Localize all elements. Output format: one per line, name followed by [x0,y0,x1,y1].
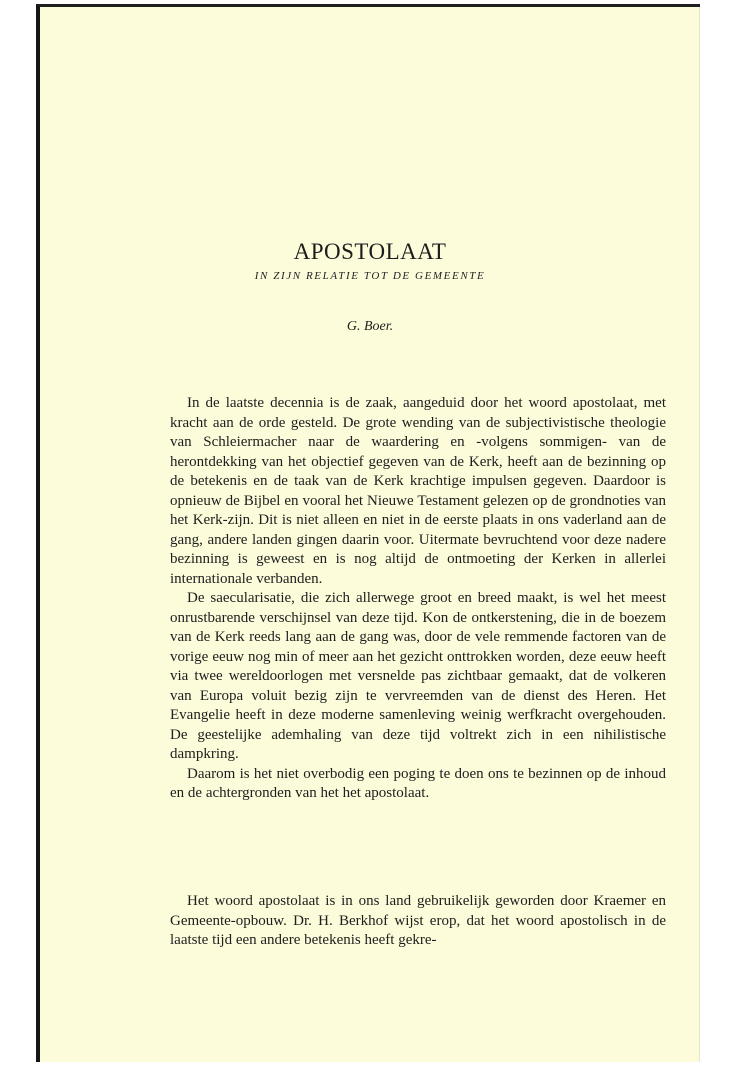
body-section-apostolaat [170,892,666,951]
paragraph-3: Daarom is het niet overbodig een poging te doen ons te bezinnen op de inhoud en de achtergronden van het het apostolaat. [170,765,666,801]
body-section-intro [170,394,666,804]
article-subtitle: IN ZIJN RELATIE TOT DE GEMEENTE [254,270,486,282]
paragraph-4: Het woord apostolaat is in ons land gebruikelijk geworden door Kraemer en Gemeente-opbouw. Dr. H. Berkhof wijst erop, dat het woord apostolisch in de laatste tijd een andere betekenis heeft gekre- [170,893,666,948]
document-page [36,4,700,1062]
paragraph-2: De saecularisatie, die zich allerwege groot en breed maakt, is wel het meest onrustbarende verschijnsel van deze tijd. Kon de ontkerstening, die in de boezem van de Kerk reeds lang aan de gang was, door de vele remmende factoren van de vorige eeuw nog min of meer aan het gezicht onttrokken worden, deze eeuw heeft via twee wereldoorlogen met versnelde pas zichtbaar gemaakt, dat de volkeren van Europa voluit bezig zijn te vervreemden van de dienst des Heren. Het Evangelie heeft in deze moderne samenleving weinig werfkracht overgehouden. De geestelijke ademhaling van deze tijd voltrekt zich in een nihilistische dampkring. [170,590,666,762]
page-edge [699,7,700,1062]
article-title: APOSTOLAAT [293,239,447,264]
article-author: G. Boer. [346,319,394,334]
paragraph-1: In de laatste decennia is de zaak, aangeduid door het woord apostolaat, met kracht aan de orde gesteld. De grote wending van de subjectivistische theologie van Schleiermacher naar de waardering en -volgens sommigen- van de herontdekking van het objectief gegeven van de Kerk, heeft aan de bezinning op de betekenis en de taak van de Kerk krachtige impulsen gegeven. Daardoor is opnieuw de Bijbel en vooral het Nieuwe Testament gelezen op de grondnoties van het Kerk-zijn. Dit is niet alleen en niet in de eerste plaats in ons vaderland aan de gang, andere landen gingen daarin voor. Uitermate bevruchtend voor deze nadere bezinning is geweest en is nog altijd de ontmoeting der Kerken in allerlei internationale verbanden. [170,395,666,587]
